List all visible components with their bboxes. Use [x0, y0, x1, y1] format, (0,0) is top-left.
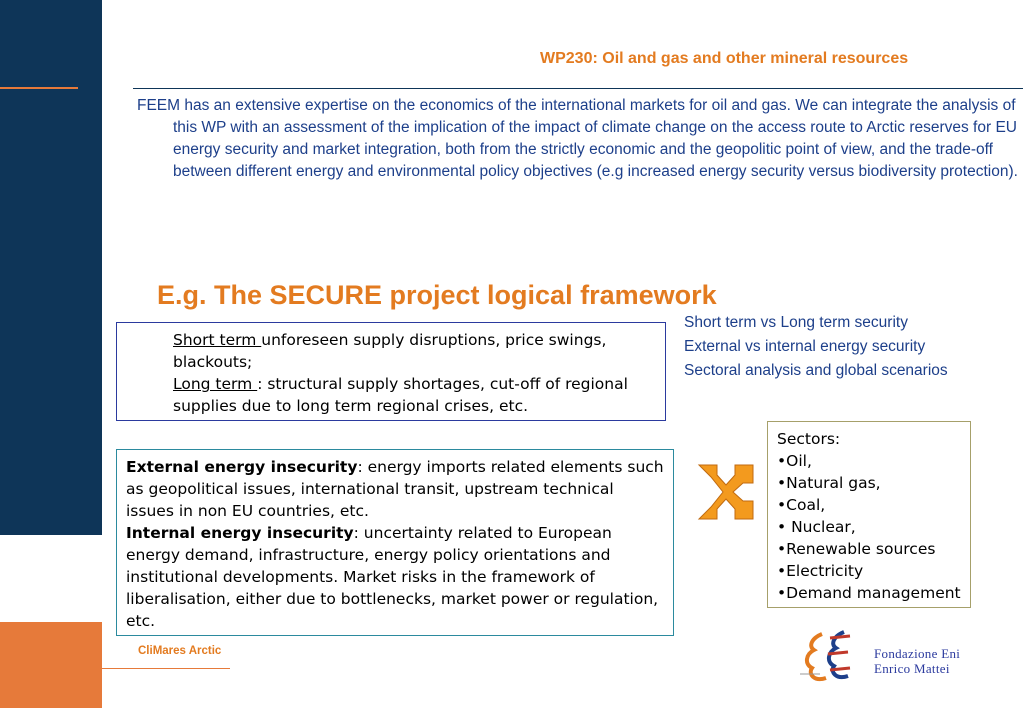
intro-paragraph: FEEM has an extensive expertise on the economics of the international markets for oil and gas. We can integrate the analysis of this WP with an assessment of the implication of the impact of climate change on the access route to Arctic reserves for EU energy security and market integration, both from the strictly economic and the geopolitic point of view, and the trade-off between different energy and environmental policy objectives (e.g increased energy security versus biodiversity protection).	[137, 97, 1018, 180]
sector-item: •Natural gas,	[777, 474, 881, 492]
sidebar-orange-band	[0, 622, 102, 708]
logo-line: Fondazione Eni	[874, 646, 961, 661]
dimension-item: Sectoral analysis and global scenarios	[684, 362, 948, 379]
sectors-heading: Sectors:	[777, 430, 841, 448]
dimension-item: Short term vs Long term security	[684, 314, 908, 331]
sidebar-accent-line	[0, 87, 78, 89]
dimension-item: External vs internal energy security	[684, 338, 926, 355]
insecurity-box	[116, 449, 674, 636]
sector-item: • Nuclear,	[777, 518, 856, 536]
long-term-label: Long term	[173, 375, 258, 393]
short-term-label: Short term	[173, 331, 262, 349]
internal-insecurity-label: Internal energy insecurity	[126, 524, 354, 542]
title-divider	[133, 88, 1023, 89]
sector-item: •Coal,	[777, 496, 826, 514]
dimensions-list	[684, 311, 948, 383]
internal-insecurity-text: : uncertainty related to European energy demand, infrastructure, energy policy orientations and institutional developments. Market risks in the framework of liberalisation, either due to bottlenecks, market power or regulation, etc.	[126, 524, 659, 630]
footer-label: CliMares Arctic	[138, 645, 222, 657]
sidebar-navy-band	[0, 0, 102, 535]
slide-title: WP230: Oil and gas and other mineral resources	[540, 50, 909, 67]
internal-insecurity-entry	[126, 522, 665, 632]
logo-wordmark	[874, 646, 960, 676]
sector-item: •Oil,	[777, 452, 812, 470]
external-insecurity-entry	[126, 456, 665, 522]
section-heading: E.g. The SECURE project logical framework	[157, 280, 717, 310]
sector-item: •Renewable sources	[777, 540, 936, 558]
short-term-entry	[173, 329, 657, 373]
sector-item: •Demand management	[777, 584, 961, 602]
external-insecurity-label: External energy insecurity	[126, 458, 358, 476]
terms-box	[116, 322, 666, 421]
long-term-text: : structural supply shortages, cut-off of regional supplies due to long term regional crises, etc.	[173, 375, 628, 415]
short-term-text: unforeseen supply disruptions, price swings, blackouts;	[173, 331, 607, 371]
logo-line: Enrico Mattei	[874, 661, 950, 676]
three-way-arrow-icon	[695, 461, 757, 523]
sectors-box	[767, 421, 971, 608]
external-insecurity-text: : energy imports related elements such as geopolitical issues, international transit, upstream technical issues in non EU countries, etc.	[126, 458, 664, 520]
footer-divider	[0, 668, 230, 669]
sector-item: •Electricity	[777, 562, 864, 580]
long-term-entry	[173, 373, 657, 417]
